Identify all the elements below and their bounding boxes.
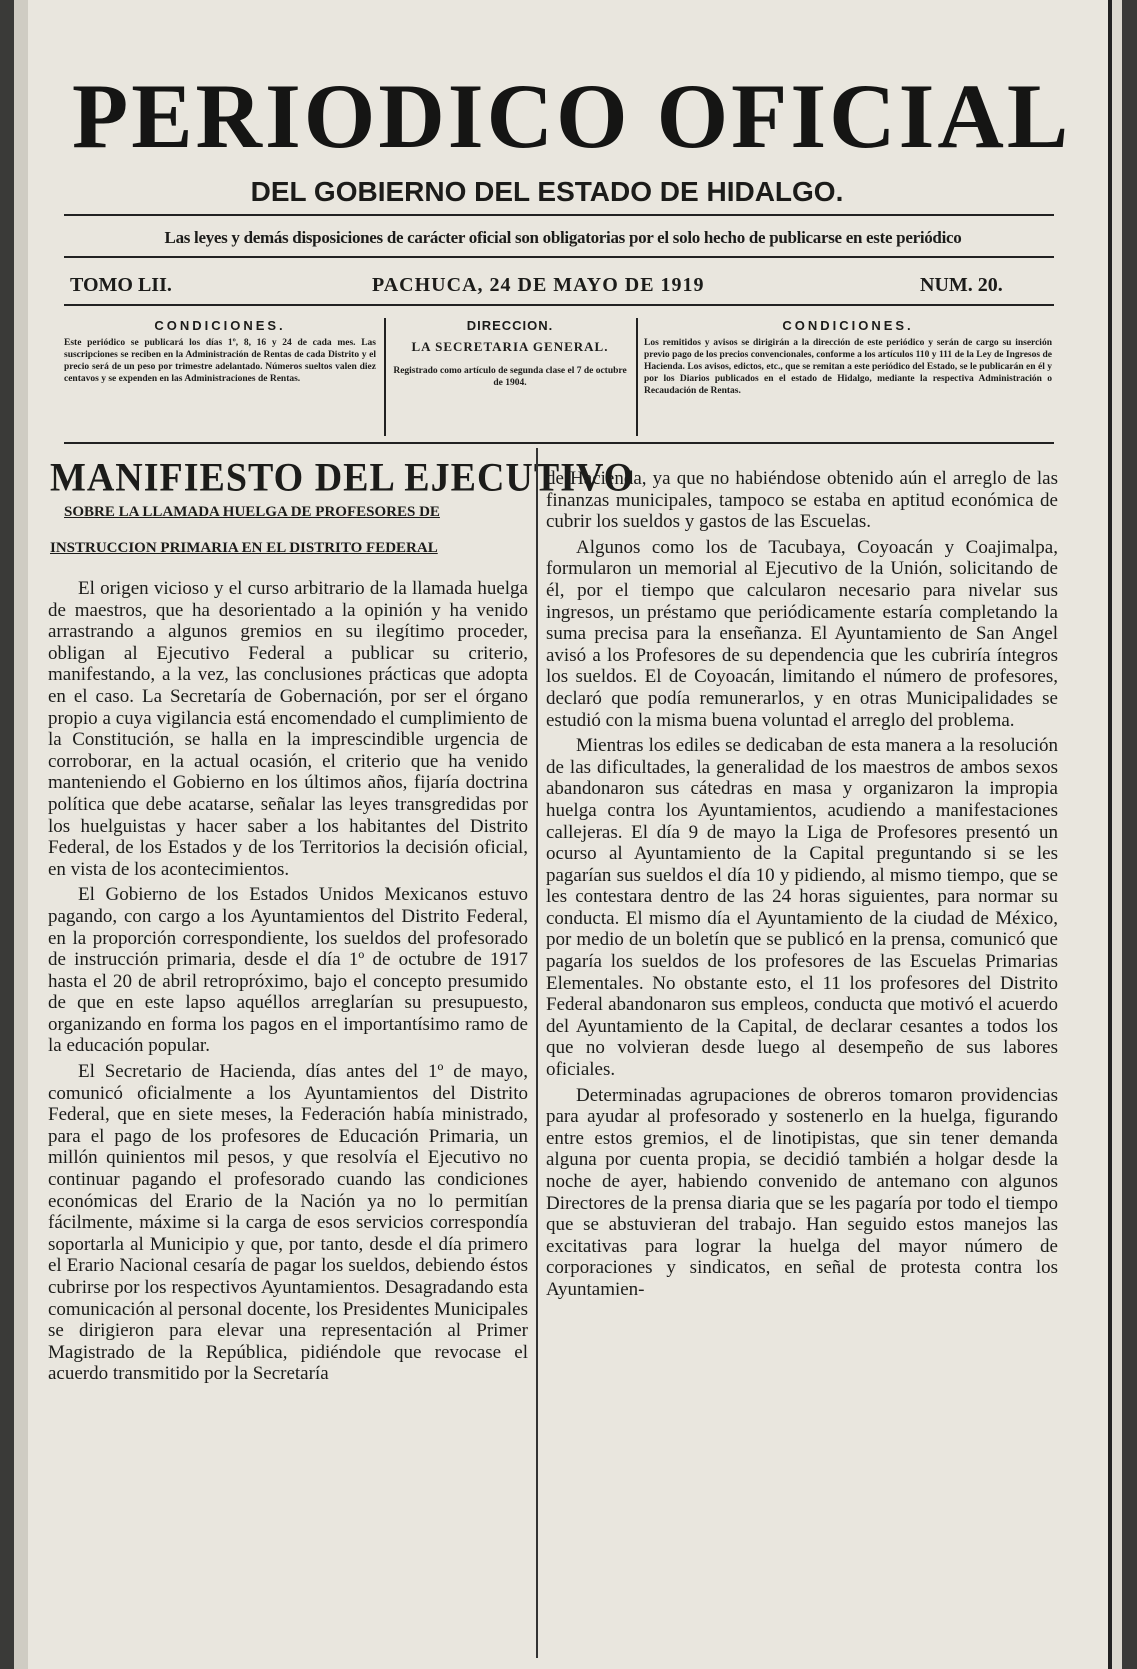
registration-note: Registrado como artículo de segunda clase el 7 de octubre de 1904. (393, 366, 627, 388)
paragraph: El Gobierno de los Estados Unidos Mexicanos estuvo pagando, con cargo a los Ayuntamientos del Distrito Federal, en la proporción correspondiente, los sueldos del profesorado de instrucción primaria, desde el día 1º de octubre de 1917 hasta el 20 de abril retropróximo, bajo el concepto presumido de que en este lapso aquéllos arreglarían su presupuesto, organizando en forma los pagos en el importantísimo ramo de la educación popular. (48, 884, 528, 1057)
rule-legal (64, 256, 1054, 258)
masthead-subtitle: DEL GOBIERNO DEL ESTADO DE HIDALGO. (250, 176, 844, 207)
masthead-title: PERIODICO OFICIAL (72, 65, 1072, 167)
legal-notice: Las leyes y demás disposiciones de carácter oficial son obligatorias por el solo hecho de publicarse en este periódico (164, 228, 962, 247)
article-column-right (546, 468, 1058, 1653)
page-left-edge (14, 0, 28, 1669)
conditions-right (644, 318, 1052, 436)
issue-number: NUM. 20. (920, 274, 1003, 296)
conditions-center (392, 318, 628, 436)
paragraph: Determinadas agrupaciones de obreros tomaron providencias para ayudar al profesorado y sostenerlo en la huelga, figurando entre estos gremios, el de linotipistas, que sin tener demanda alguna por cuenta propia, se decidió también a holgar desde la noche de ayer, habiendo convenido de antemano con algunos Directores de la prensa diaria que se les pagaría por todo el tiempo que se abstuvieran del trabajo. Han seguido estos manejos las excitativas para lograr la huelga del mayor número de corporaciones y sindicatos, en señal de protesta contra los Ayuntamien- (546, 1084, 1058, 1300)
direction-heading: DIRECCION. (466, 318, 554, 333)
conditions-divider-2 (636, 318, 638, 436)
direction-office: LA SECRETARIA GENERAL. (411, 339, 609, 354)
conditions-left (64, 318, 376, 436)
column-divider (536, 448, 538, 1658)
rule-dateline (64, 304, 1054, 306)
volume-label: TOMO LII. (70, 274, 172, 296)
conditions-right-heading: CONDICIONES. (782, 318, 914, 333)
conditions-left-text: Este periódico se publicará los días 1º, 8, 16 y 24 de cada mes. Las suscripciones se reciben en la Administración de Rentas de cada Distrito y el precio será de un peso por trimestre adelantado. Números sueltos valen diez centavos y se expenden en las Administraciones de Rentas. (64, 338, 376, 384)
article-subhead-2: INSTRUCCION PRIMARIA EN EL DISTRITO FEDERAL (50, 540, 438, 556)
conditions-left-heading: CONDICIONES. (154, 318, 286, 333)
conditions-right-text: Los remitidos y avisos se dirigirán a la dirección de este periódico y serán de cargo su inserción previo pago de los precios convencionales, conforme a los artículos 110 y 111 de la Ley de Ingresos de Hacienda. Los avisos, edictos, etc., que se remitan a este periódico del Estado, se le publicarán en él y por los Diarios publicados en el estado de Hidalgo, mediante la respectiva Administración o Recaudación de Rentas. (644, 338, 1052, 396)
paragraph: Algunos como los de Tacubaya, Coyoacán y Coajimalpa, formularon un memorial al Ejecutivo de la Unión, solicitando de él, por el tiempo que calcularon necesario para nivelar sus ingresos, un préstamo que periódicamente estaría completando la suma precisa para la enseñanza. El Ayuntamiento de San Angel avisó a los Profesores de su dependencia que les cubriría íntegros los sueldos. El de Coyoacán, limitando el número de profesores, declaró que podía remunerarlos, y en otras Municipalidades se estudió con la misma buena voluntad el arreglo del problema. (546, 536, 1058, 731)
rule-top (64, 214, 1054, 216)
page-right-edge (1108, 0, 1122, 1669)
article-subhead-1: SOBRE LA LLAMADA HUELGA DE PROFESORES DE (64, 504, 440, 520)
paragraph: de Hacienda, ya que no habiéndose obtenido aún el arreglo de las finanzas municipales, tampoco se estaba en aptitud económica de cubrir los sueldos y gastos de las Escuelas. (546, 468, 1058, 533)
newspaper-page (14, 0, 1122, 1669)
paragraph: Mientras los ediles se dedicaban de esta manera a la resolución de las dificultades, la generalidad de los maestros de ambos sexos abandonaron sus cátedras en masa y organizaron la impropia huelga contra los Ayuntamientos, acudiendo a manifestaciones callejeras. El día 9 de mayo la Liga de Profesores presentó un ocurso al Ayuntamiento de la Capital preguntando si se les pagarían sus sueldos el día 10 y pidiendo, al mismo tiempo, que se les contestara dentro de las 24 horas siguientes, para normar su conducta. El mismo día el Ayuntamiento de la ciudad de México, por medio de un boletín que se publicó en la prensa, comunicó que pagaría los sueldos de los profesores de las Escuelas Primarias Elementales. No obstante esto, el 11 los profesores del Distrito Federal abandonaron sus empleos, conducta que motivó el acuerdo del Ayuntamiento de la Capital, de declarar cesantes a todos los que no volvieran desde luego al desempeño de sus labores oficiales. (546, 735, 1058, 1081)
conditions-divider-1 (384, 318, 386, 436)
article-column-left (48, 578, 528, 1648)
place-date: PACHUCA, 24 DE MAYO DE 1919 (372, 274, 705, 296)
article-headline: MANIFIESTO DEL EJECUTIVO (50, 455, 635, 501)
paragraph: El Secretario de Hacienda, días antes del 1º de mayo, comunicó oficialmente a los Ayuntamientos del Distrito Federal, que en siete meses, la Federación había ministrado, para el pago de los profesores de Educación Primaria, un millón quinientos mil pesos, y que resolvía el Ejecutivo no continuar pagando el profesorado cuando las condiciones económicas del Erario de la Nación ya no lo permitían fácilmente, máxime si la carga de esos servicios correspondía soportarla al Municipio y que, por tanto, desde el día primero el Erario Nacional cesaría de pagar los sueldos, debiendo éstos cubrirse por los respectivos Ayuntamientos. Desagradando esta comunicación al personal docente, los Presidentes Municipales se dirigieron para elevar una representación al Primer Magistrado de la República, pidiéndole que revocase el acuerdo transmitido por la Secretaría (48, 1061, 528, 1385)
paragraph: El origen vicioso y el curso arbitrario de la llamada huelga de maestros, que ha desorientado a la opinión y ha venido arrastrando a algunos gremios en su ilegítimo proceder, obligan al Ejecutivo Federal a publicar su criterio, manifestando, a la vez, las conclusiones prácticas que adopta en el caso. La Secretaría de Gobernación, por ser el órgano propio a cuya vigilancia está encomendado el cumplimiento de la Constitución, se halla en la imprescindible urgencia de corroborar, en la actual ocasión, el criterio que ha venido manteniendo el Gobierno en los últimos años, fijaría doctrina política que debe acatarse, señalar las leyes transgredidas por los huelguistas y hacer saber a los habitantes del Distrito Federal, de los Estados y de los Territorios la decisión oficial, en vista de los acontecimientos. (48, 578, 528, 880)
rule-conditions (64, 442, 1054, 444)
